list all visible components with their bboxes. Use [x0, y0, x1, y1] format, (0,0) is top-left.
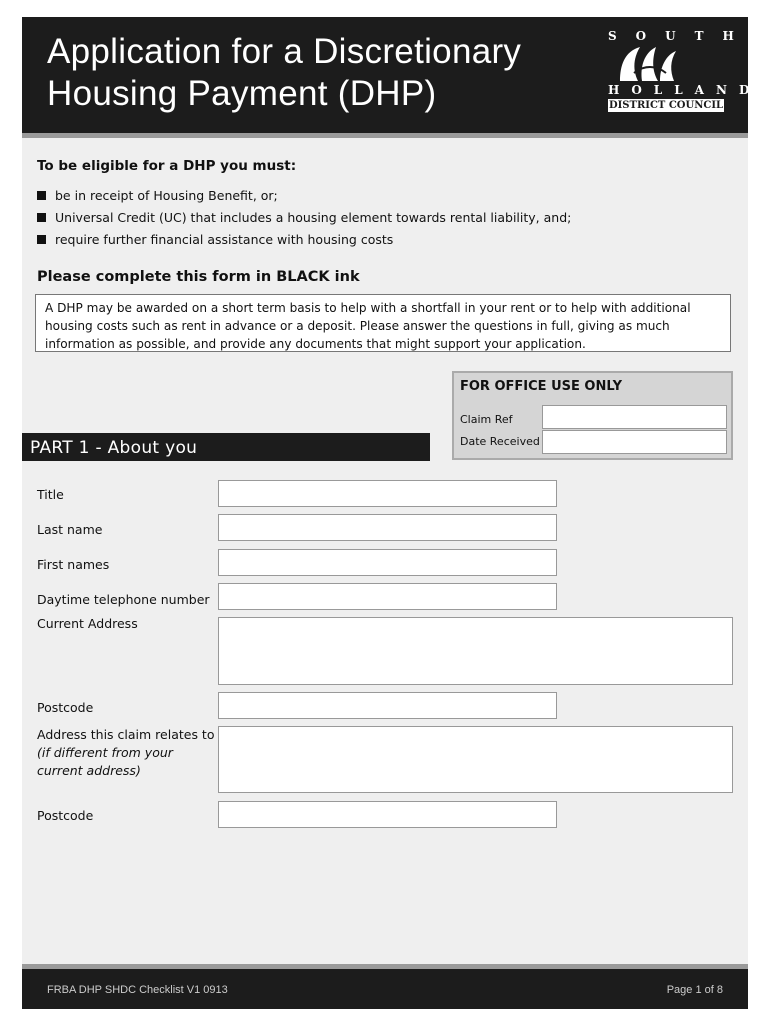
- date-received-label: Date Received: [460, 435, 540, 448]
- phone-label: Daytime telephone number: [37, 592, 210, 607]
- current-address-label: Current Address: [37, 616, 138, 631]
- eligibility-heading: To be eligible for a DHP you must:: [37, 158, 297, 174]
- claim-address-note-2: current address): [37, 763, 141, 778]
- page-title: [47, 31, 587, 115]
- claim-address-label-text: Address this claim relates to: [37, 727, 215, 742]
- footer-doc-id: FRBA DHP SHDC Checklist V1 0913: [47, 984, 228, 996]
- logo-south-text: SOUTH: [608, 29, 753, 43]
- info-line-3: information as possible, and provide any documents that might support your application.: [45, 337, 586, 351]
- title-line-2: Housing Payment (DHP): [47, 74, 437, 113]
- bullet-square-icon: [37, 191, 46, 200]
- eligibility-item-text: Universal Credit (UC) that includes a housing element towards rental liability, and;: [55, 210, 572, 225]
- form-page: [22, 17, 762, 1009]
- info-box: [35, 294, 731, 352]
- claim-ref-label: Claim Ref: [460, 413, 513, 426]
- list-item: [37, 207, 571, 229]
- list-item: [37, 229, 571, 251]
- claim-address-note-1: (if different from your: [37, 745, 173, 760]
- postcode-field[interactable]: [218, 692, 557, 719]
- office-use-title: FOR OFFICE USE ONLY: [460, 379, 622, 394]
- claim-address-field[interactable]: [218, 726, 733, 793]
- claim-address-label: [37, 726, 214, 780]
- header-banner: [22, 17, 762, 133]
- office-use-box: [452, 371, 733, 460]
- black-ink-heading: Please complete this form in BLACK ink: [37, 269, 360, 285]
- postcode-label: Postcode: [37, 700, 94, 715]
- date-received-field[interactable]: [542, 430, 727, 454]
- eligibility-item-text: require further financial assistance with housing costs: [55, 232, 394, 247]
- eligibility-item-text: be in receipt of Housing Benefit, or;: [55, 188, 278, 203]
- tulip-leaf-icon: [616, 43, 678, 83]
- phone-field[interactable]: [218, 583, 557, 610]
- claim-postcode-label: Postcode: [37, 808, 94, 823]
- footer-page-number: Page 1 of 8: [666, 984, 723, 996]
- bullet-square-icon: [37, 235, 46, 244]
- claim-ref-field[interactable]: [542, 405, 727, 429]
- bullet-square-icon: [37, 213, 46, 222]
- claim-postcode-field[interactable]: [218, 801, 557, 828]
- part1-heading: PART 1 - About you: [22, 433, 430, 461]
- last-name-field[interactable]: [218, 514, 557, 541]
- info-line-1: A DHP may be awarded on a short term basis to help with a shortfall in your rent or to help with additional: [45, 301, 691, 315]
- current-address-field[interactable]: [218, 617, 733, 685]
- first-names-field[interactable]: [218, 549, 557, 576]
- list-item: [37, 185, 571, 207]
- title-line-1: Application for a Discretionary: [47, 32, 522, 71]
- info-line-2: housing costs such as rent in advance or a deposit. Please answer the questions in full, giving as much: [45, 319, 670, 333]
- title-label: Title: [37, 487, 64, 502]
- eligibility-list: [37, 185, 571, 251]
- council-logo: [608, 29, 762, 117]
- first-names-label: First names: [37, 557, 110, 572]
- title-field[interactable]: [218, 480, 557, 507]
- logo-holland-text: HOLLAND: [608, 83, 762, 97]
- logo-council-text: DISTRICT COUNCIL: [608, 100, 724, 111]
- last-name-label: Last name: [37, 522, 103, 537]
- footer-bar: [22, 969, 748, 1009]
- header-divider: [22, 133, 748, 138]
